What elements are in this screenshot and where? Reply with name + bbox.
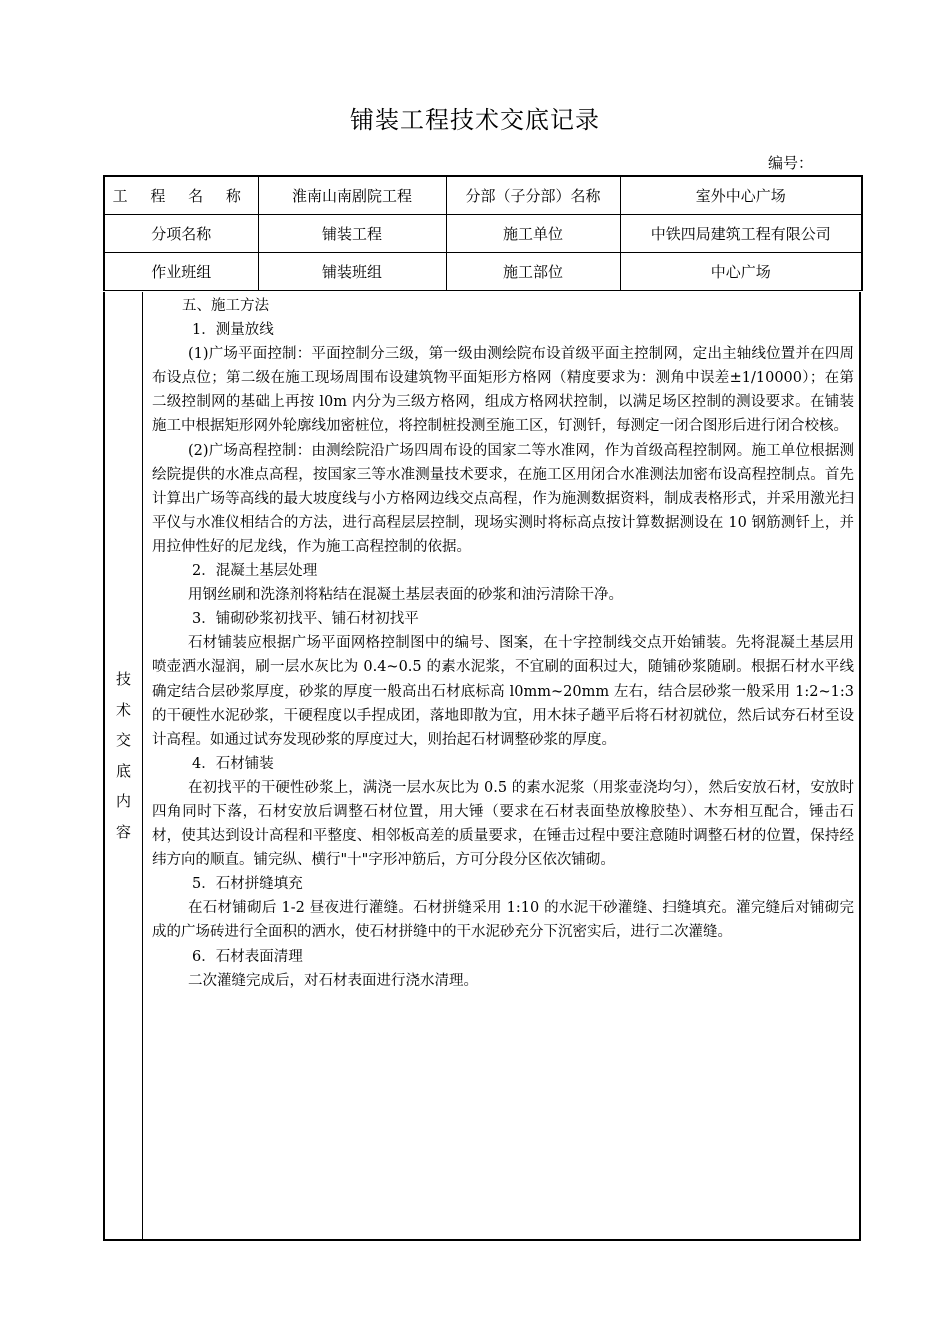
paragraph: 二次灌缝完成后，对石材表面进行浇水清理。 <box>188 972 478 989</box>
project-name-value: 淮南山南剧院工程 <box>258 176 446 215</box>
paragraph: (2)广场高程控制：由测绘院沿广场四周布设的国家二等水准网，作为首级高程控制网。施工单位根据测绘院提供的水准点高程，按国家三等水准测量技术要求，在施工区用闭合水准测法加密布设高程控制点。首先计算出广场等高线的最大坡度线与小方格网边线交点高程，作为施测数据资料，制成表格形式，并采用激光扫平仪与水准仪相结合的方法，进行高程层层控制，现场实测时将标高点按计算数据测设在 10 钢筋测钎上，并用拉伸性好的尼龙线，作为施工高程控制的依据。 <box>152 442 854 555</box>
table-row <box>104 215 862 253</box>
division-label: 分部（子分部）名称 <box>446 176 620 215</box>
section-heading: 五、施工方法 <box>182 298 269 314</box>
subsection-title: 5．石材拼缝填充 <box>192 876 303 893</box>
subsection-title: 4．石材铺装 <box>192 755 274 772</box>
item-label: 分项名称 <box>104 215 258 253</box>
side-label-char: 底 <box>115 761 131 780</box>
subsection-title: 1．测量放线 <box>192 322 274 339</box>
doc-number-label: 编号： <box>768 154 814 172</box>
division-value: 室外中心广场 <box>620 176 862 215</box>
side-label-char: 术 <box>115 700 131 719</box>
side-label-char: 技 <box>115 670 131 688</box>
paragraph: 石材铺装应根据广场平面网格控制图中的编号、图案，在十字控制线交点开始铺装。先将混凝土基层用喷壶洒水湿润，刷一层水灰比为 0.4~0.5 的素水泥浆，不宜刷的面积过大，随铺砂浆随刷。根据石材水平线确定结合层砂浆厚度，砂浆的厚度一般高出石材底标高 l0mm~20mm 左右，结合层砂浆一般采用 1:2~1:3 的干硬性水泥砂浆，干硬程度以手捏成团，落地即散为宜，用木抹子趟平后将石材初就位，然后试夯石材至设计高程。如通过试夯发现砂浆的厚度过大，则抬起石材调整砂浆的厚度。 <box>152 635 854 748</box>
team-value: 铺装班组 <box>258 253 446 291</box>
table-row <box>104 176 862 215</box>
paragraph: (1)广场平面控制：平面控制分三级，第一级由测绘院布设首级平面主控制网，定出主轴线位置并在四周布设点位；第二级在施工现场周围布设建筑物平面矩形方格网（精度要求为：测角中误差±1/10000）；在第二级控制网的基础上再按 l0m 内分为三级方格网，组成方格网状控制，以满足场区控制的测设要求。在铺装施工中根据矩形网外轮廓线加密桩位，将控制桩投测至施工区，钉测钎，每测定一闭合图形后进行闭合校核。 <box>152 346 854 435</box>
page-title: 铺装工程技术交底记录 <box>350 106 600 134</box>
contractor-label: 施工单位 <box>446 215 620 253</box>
contractor-value: 中铁四局建筑工程有限公司 <box>620 215 862 253</box>
side-label-char: 容 <box>115 822 131 841</box>
side-label-column <box>105 292 143 1239</box>
paragraph: 用钢丝刷和洗涤剂将粘结在混凝土基层表面的砂浆和油污清除干净。 <box>188 587 623 604</box>
project-name-label: 工 程 名 称 <box>104 176 258 215</box>
team-label: 作业班组 <box>104 253 258 291</box>
item-value: 铺装工程 <box>258 215 446 253</box>
disclosure-content-box <box>103 292 861 1241</box>
table-row <box>104 253 862 291</box>
side-label <box>105 664 142 847</box>
side-label-char: 交 <box>115 731 131 749</box>
paragraph: 在石材铺砌后 1-2 昼夜进行灌缝。石材拼缝采用 1:10 的水泥干砂灌缝、扫缝填充。灌完缝后对铺砌完成的广场砖进行全面积的洒水，使石材拼缝中的干水泥砂充分下沉密实后，进行二次灌缝。 <box>152 900 854 941</box>
content-text <box>152 294 854 993</box>
subsection-title: 6．石材表面清理 <box>192 948 303 965</box>
subsection-title: 2．混凝土基层处理 <box>192 563 318 580</box>
paragraph: 在初找平的干硬性砂浆上，满浇一层水灰比为 0.5 的素水泥浆（用浆壶浇均匀），然后安放石材，安放时四角同时下落，石材安放后调整石材位置，用大锤（要求在石材表面垫放橡胶垫）、木夯相互配合，锤击石材，使其达到设计高程和平整度、相邻板高差的质量要求，在锤击过程中要注意随时调整石材的位置，保持经纬方向的顺直。铺完纵、横行"十"字形冲筋后，方可分段分区依次铺砌。 <box>152 779 854 869</box>
location-value: 中心广场 <box>620 253 862 291</box>
subsection-title: 3．铺砌砂浆初找平、铺石材初找平 <box>192 611 419 628</box>
side-label-char: 内 <box>115 792 131 810</box>
info-table <box>103 175 863 291</box>
location-label: 施工部位 <box>446 253 620 291</box>
